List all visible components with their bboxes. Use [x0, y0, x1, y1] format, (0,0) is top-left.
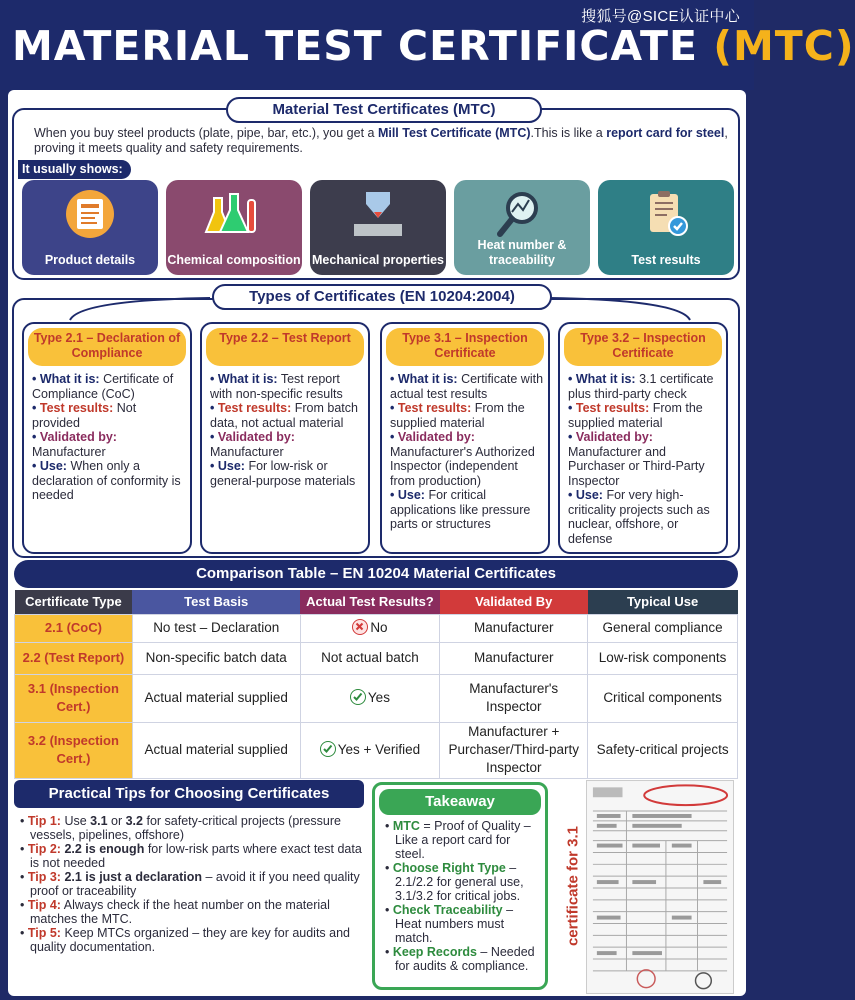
cell-use: General compliance	[588, 614, 738, 642]
cell-basis: Non-specific batch data	[132, 642, 300, 674]
takeaway-title: Takeaway	[379, 789, 541, 815]
takeaway-section	[372, 782, 548, 990]
intro-bold-2: report card for steel	[606, 126, 725, 140]
tip-item: • Tip 4: Always check if the heat number on the material matches the MTC.	[20, 898, 330, 926]
result-text: Yes + Verified	[337, 742, 421, 757]
tips-title: Practical Tips for Choosing Certificates	[14, 780, 364, 808]
check-icon	[320, 741, 336, 757]
tip-item: • Tip 2: 2.2 is enough for low-risk parts where exact test data is not needed	[20, 842, 362, 870]
card-label: Heat number & traceability	[477, 238, 567, 267]
cell-result	[300, 674, 440, 722]
card-label: Mechanical properties	[312, 253, 444, 267]
comparison-title: Comparison Table – EN 10204 Material Certificates	[14, 560, 738, 588]
cell-use: Low-risk components	[588, 642, 738, 674]
certificate-label-text: certificate for 3.1	[564, 825, 582, 947]
takeaway-item: • Keep Records – Needed for audits & compliance.	[385, 945, 535, 973]
watermark: 搜狐号@SICE认证中心	[581, 8, 740, 25]
intro-text-3: , proving it meets quality and safety requirements.	[34, 126, 728, 155]
card-test-results	[598, 180, 734, 275]
card-heat-number	[454, 180, 590, 275]
cell-basis: Actual material supplied	[132, 674, 300, 722]
cell-use: Safety-critical projects	[588, 722, 738, 778]
cell-type: 3.2 (Inspection Cert.)	[15, 722, 133, 778]
type-heading: Type 3.2 – Inspection Certificate	[564, 328, 722, 366]
cell-basis: No test – Declaration	[132, 614, 300, 642]
result-text: Not actual batch	[321, 650, 419, 665]
info-cards	[22, 180, 734, 275]
card-label: Product details	[44, 253, 136, 267]
result-text: Yes	[367, 690, 390, 705]
types-section	[12, 298, 740, 558]
cell-type: 2.2 (Test Report)	[15, 642, 133, 674]
card-chemical-composition	[166, 180, 302, 275]
table-row	[15, 722, 738, 778]
card-label: Test results	[631, 253, 701, 267]
check-icon	[350, 689, 366, 705]
header-actual-results: Actual Test Results?	[300, 590, 440, 614]
takeaway-item: • Check Traceability – Heat numbers must match.	[385, 903, 514, 945]
intro-text-2: .This is like a	[530, 126, 607, 140]
magnifier-icon	[492, 188, 552, 240]
header	[0, 0, 855, 90]
intro-bold-1: Mill Test Certificate (MTC)	[377, 126, 531, 140]
card-label: Chemical composition	[167, 253, 301, 267]
tip-item: • Tip 3: 2.1 is just a declaration – avoid it if you need quality proof or traceability	[20, 870, 360, 898]
takeaway-item: • Choose Right Type – 2.1/2.2 for general use, 3.1/3.2 for critical jobs.	[385, 861, 524, 903]
certificate-sample	[556, 778, 736, 996]
type-card-3-2	[558, 322, 728, 554]
cell-result	[300, 642, 440, 674]
clipboard-check-icon	[636, 188, 696, 240]
cell-use: Critical components	[588, 674, 738, 722]
tips-list	[20, 814, 362, 954]
types-title: Types of Certificates (EN 10204:2004)	[212, 284, 552, 310]
type-body: • What it is: 3.1 certificate plus third-party check • Test results: From the supplied material • Validated by: Manufacturer and Purchaser or Third-Party Inspector • Use: For very high-criticality projects such as nuclear, offshore, or defense	[568, 372, 714, 546]
shows-label: It usually shows:	[18, 160, 131, 179]
intro-section	[12, 108, 740, 280]
cell-result	[300, 722, 440, 778]
type-card-3-1	[380, 322, 550, 554]
tips-section	[14, 780, 364, 990]
header-typical-use: Typical Use	[588, 590, 738, 614]
cell-result	[300, 614, 440, 642]
type-body: • What it is: Certificate with actual test results • Test results: From the supplied material • Validated by: Manufacturer's Authorized Inspector (independent from production) • Use: For critical applications like pressure parts or structures	[390, 372, 544, 531]
page-title	[12, 22, 855, 70]
header-test-basis: Test Basis	[132, 590, 300, 614]
type-heading: Type 3.1 – Inspection Certificate	[386, 328, 544, 366]
type-heading: Type 2.2 – Test Report	[206, 328, 364, 366]
tip-item: • Tip 5: Keep MTCs organized – they are key for audits and quality documentation.	[20, 926, 351, 954]
certificate-label	[560, 778, 586, 994]
cell-validated: Manufacturer	[440, 642, 588, 674]
takeaway-item: • MTC = Proof of Quality – Like a report card for steel.	[385, 819, 531, 861]
cell-basis: Actual material supplied	[132, 722, 300, 778]
tip-item: • Tip 1: Use 3.1 or 3.2 for safety-critical projects (pressure vessels, pipelines, offshore)	[20, 814, 341, 842]
table-row	[15, 674, 738, 722]
type-card-2-1	[22, 322, 192, 554]
hardness-test-icon	[348, 188, 408, 240]
type-body: • What it is: Test report with non-specific results • Test results: From batch data, not actual material • Validated by: Manufacturer • Use: For low-risk or general-purpose materials	[210, 372, 358, 488]
takeaway-list	[385, 819, 539, 973]
certificate-document-image	[586, 780, 734, 994]
type-heading: Type 2.1 – Declaration of Compliance	[28, 328, 186, 366]
cross-icon	[352, 619, 368, 635]
report-icon	[60, 188, 120, 240]
header-validated-by: Validated By	[440, 590, 588, 614]
intro-text-1: When you buy steel products (plate, pipe, bar, etc.), you get a	[34, 126, 378, 140]
card-mechanical-properties	[310, 180, 446, 275]
cell-validated: Manufacturer's Inspector	[440, 674, 588, 722]
cell-type: 3.1 (Inspection Cert.)	[15, 674, 133, 722]
title-accent: (MTC)	[713, 22, 855, 70]
type-card-2-2	[200, 322, 370, 554]
intro-title: Material Test Certificates (MTC)	[226, 97, 542, 123]
title-main: MATERIAL TEST CERTIFICATE	[12, 22, 714, 70]
flask-icon	[204, 188, 264, 240]
type-body: • What it is: Certificate of Compliance (CoC) • Test results: Not provided • Validated by: Manufacturer • Use: When only a declaration of conformity is needed	[32, 372, 181, 502]
table-row	[15, 614, 738, 642]
cell-validated: Manufacturer	[440, 614, 588, 642]
comparison-table	[14, 590, 738, 779]
cell-validated: Manufacturer + Purchaser/Third-party Inspector	[440, 722, 588, 778]
intro-text	[34, 126, 734, 156]
card-product-details	[22, 180, 158, 275]
result-text: No	[370, 620, 388, 635]
cell-type: 2.1 (CoC)	[15, 614, 133, 642]
header-cert-type: Certificate Type	[15, 590, 133, 614]
table-row	[15, 642, 738, 674]
